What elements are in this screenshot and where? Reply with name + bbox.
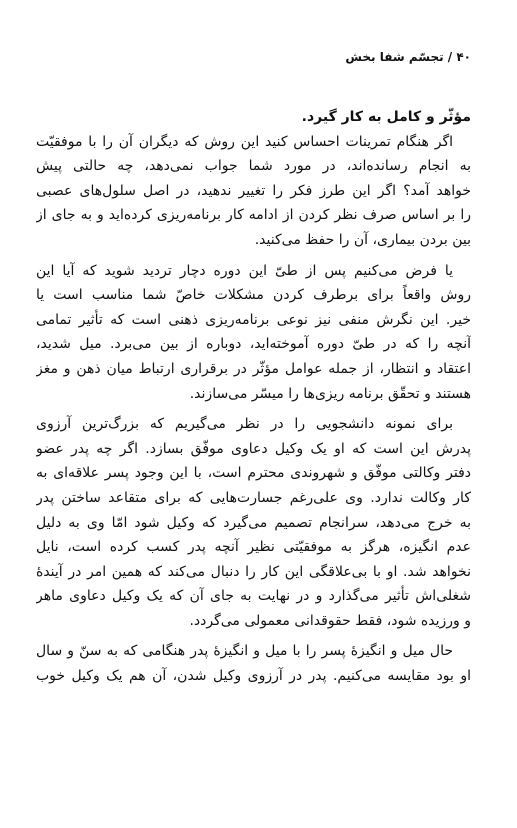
paragraph-5 xyxy=(36,639,471,688)
text-line: مؤثّر و کامل به کار گیرد. xyxy=(301,109,471,125)
paragraph-1 xyxy=(36,105,471,130)
text-line: خیر. این نگرش منفی نیز نوعی برنامه‌ریزی ذهنی است که تأثیر تمامی xyxy=(36,311,471,328)
text-line: اگر هنگام تمرینات احساس کنید این روش که دیگران آن را با موفقیّت xyxy=(36,133,453,150)
text-line: دفتر وکالتی موفّق و شهروندی محترم است، با این وجود پسر علاقه‌ای به xyxy=(36,465,471,482)
text-line: او بود مقایسه می‌کنیم. پدر در آرزوی وکیل شدن، آن هم یک وکیل خوب xyxy=(36,668,471,685)
paragraph-3 xyxy=(36,259,471,407)
text-line: روش واقعاً برای برطرف کردن مشکلات خاصّ شما مناسب است یا xyxy=(36,287,471,304)
paragraph-4 xyxy=(36,412,471,633)
text-line: یا فرض می‌کنیم پس از طیّ این دوره دچار تردید شوید که آیا این xyxy=(36,262,453,279)
text-line: کار وکالت ندارد. وی علی‌رغم جسارت‌هایی که برای متقاعد ساختن پدر xyxy=(36,489,471,506)
text-line: عدم انگیزه، هرگز به موفقیّتی نظیر آنچه پدر کسب کرده است، نایل xyxy=(36,539,471,556)
text-line: پدرش این است که او یک وکیل دعاوی موفّق بسازد. اگر چه پدر عضو xyxy=(36,440,471,457)
text-line: به انجام رسانده‌اند، در مورد شما جواب نمی‌دهد، چه حالتی پیش xyxy=(36,158,471,175)
text-line: و ورزیده شود، فقط حقوقدانی معمولی می‌گردد. xyxy=(189,612,471,629)
text-line: را بر اساس صرف نظر کردن از ادامه کار برنامه‌ریزی کرده‌اید و به جای از xyxy=(36,207,471,224)
text-line: شغلی‌اش تأثیر می‌گذارد و در نهایت به جای آن که یک وکیل دعاوی ماهر xyxy=(36,588,471,605)
text-line: آنچه را که در طیّ دوره آموخته‌اید، دوباره از بین می‌برد. میل شدید، xyxy=(36,336,471,353)
text-line: حال میل و انگیزهٔ پسر را با میل و انگیزهٔ پدر هنگامی که به سنّ و سال xyxy=(36,643,453,660)
text-line: اعتقاد و انتظار، از جمله عوامل مؤثّر در برقراری ارتباط میان ذهن و مغز xyxy=(36,360,471,377)
running-head: ۴۰ / تجسّم شفا بخش xyxy=(345,50,471,64)
body-text xyxy=(36,105,471,689)
text-line: هستند و تحقّق برنامه ریزی‌ها را میسّر می‌سازند. xyxy=(189,385,471,402)
text-line: برای نمونه دانشجویی را در نظر می‌گیریم که بزرگ‌ترین آرزوی xyxy=(36,416,453,433)
paragraph-2 xyxy=(36,130,471,253)
text-line: به خرج می‌دهد، سرانجام تصمیم می‌گیرد که وکیل شود امّا وی به دلیل xyxy=(36,514,471,531)
text-line: خواهد آمد؟ اگر این طرز فکر را تغییر ندهید، در اصل سلول‌های عصبی xyxy=(36,182,471,199)
text-line: بین بردن بیماری، آن را حفظ می‌کنید. xyxy=(254,231,471,248)
text-line: نخواهد شد. او با بی‌علاقگی این کار را دنبال می‌کند که همین امر در آیندهٔ xyxy=(36,563,471,580)
